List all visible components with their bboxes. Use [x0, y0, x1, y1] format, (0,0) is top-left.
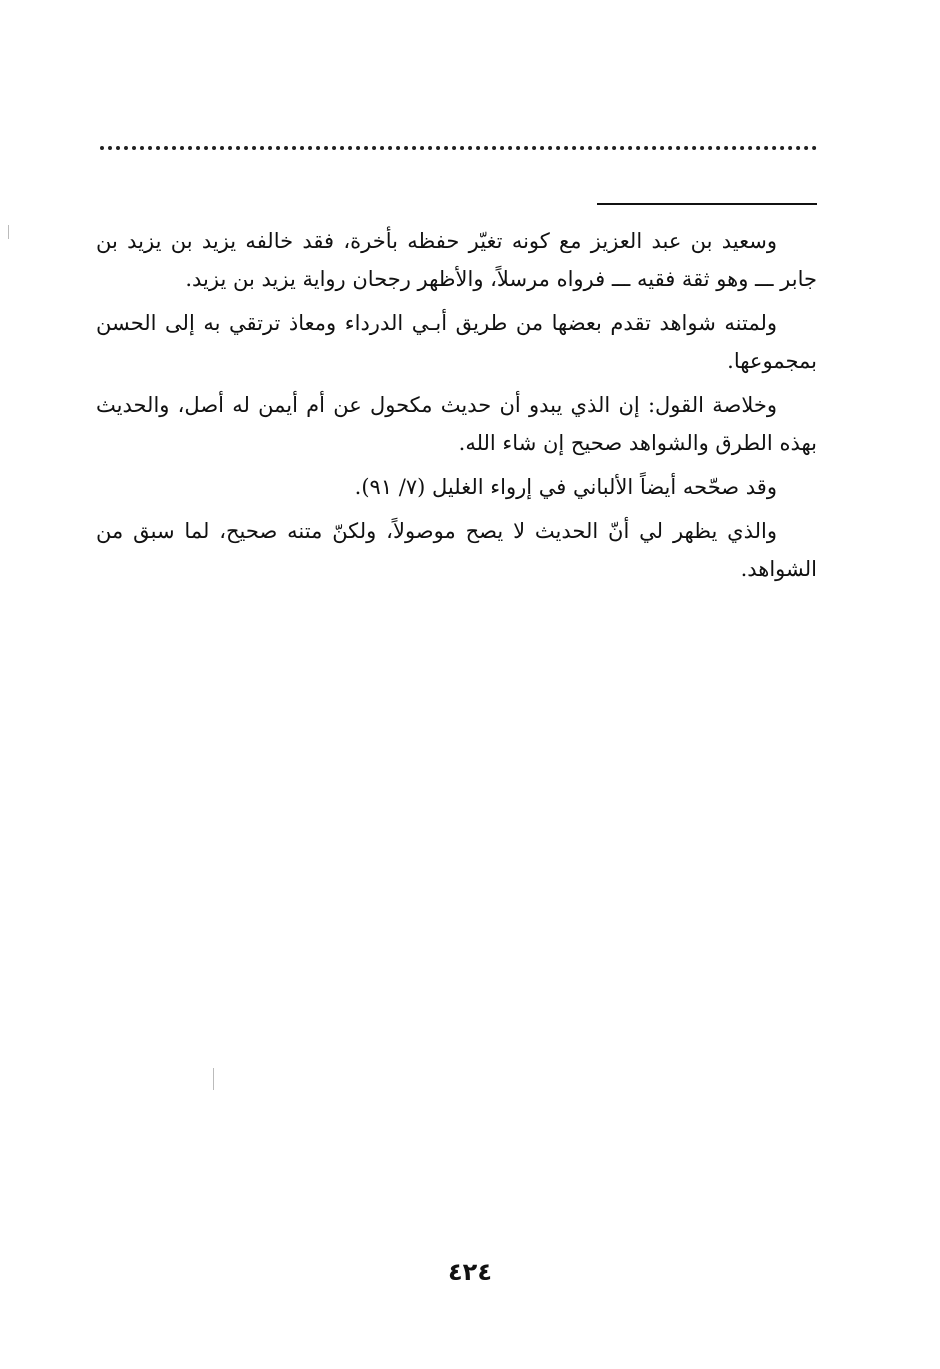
body-text [96, 222, 817, 594]
scan-speck [213, 1068, 214, 1090]
scan-speck [8, 225, 9, 239]
paragraph: ولمتنه شواهد تقدم بعضها من طريق أبـي الدرداء ومعاذ ترتقي به إلى الحسن بمجموعها. [96, 311, 817, 373]
footnote-rule [597, 203, 817, 205]
paragraph: وسعيد بن عبد العزيز مع كونه تغيّر حفظه بأخرة، فقد خالفه يزيد بن يزيد بن جابر ـــ وهو ثقة فقيه ـــ فرواه مرسلاً، والأظهر رجحان رواية يزيد بن يزيد. [96, 229, 817, 291]
paragraph: والذي يظهر لي أنّ الحديث لا يصح موصولاً، ولكنّ متنه صحيح، لما سبق من الشواهد. [96, 519, 817, 581]
dotted-separator [100, 146, 817, 150]
paragraph: وخلاصة القول: إن الذي يبدو أن حديث مكحول عن أم أيمن له أصل، والحديث بهذه الطرق والشواهد صحيح إن شاء الله. [96, 393, 817, 455]
page-number: ٤٢٤ [448, 1258, 492, 1286]
paragraph: وقد صحّحه أيضاً الألباني في إرواء الغليل (٧/ ٩١). [354, 475, 777, 499]
